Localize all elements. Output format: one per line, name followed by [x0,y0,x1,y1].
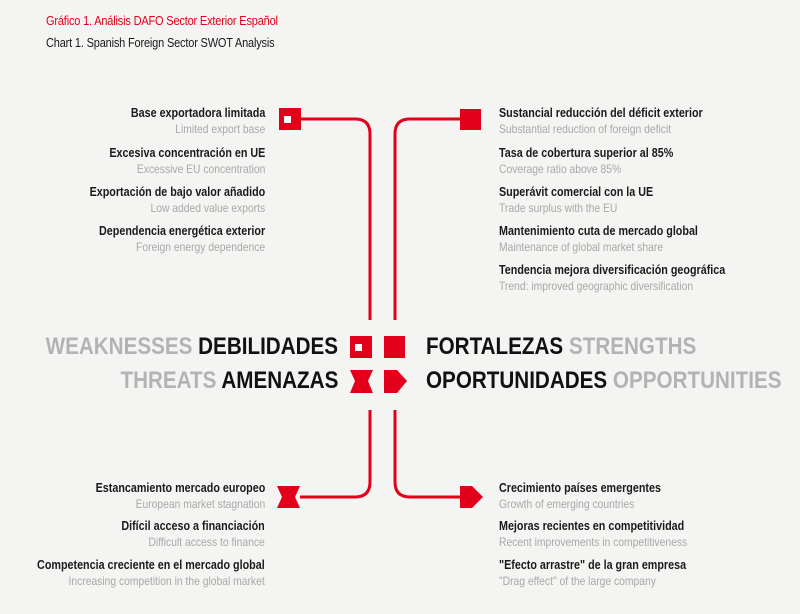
strength-item-en: Trend: improved geographic diversification [499,279,694,293]
strength-item-es: Tasa de cobertura superior al 85% [499,146,674,160]
weaknesses-heading [46,333,338,361]
threat-item [0,557,265,589]
strength-item-es: Superávit comercial con la UE [499,185,654,199]
strength-item-es: Tendencia mejora diversificación geográfica [499,263,726,277]
chart-title-en: Chart 1. Spanish Foreign Sector SWOT Analysis [46,36,275,50]
weaknesses-connector [300,119,370,320]
threats-icon [277,486,300,508]
weakness-item-es: Base exportadora limitada [130,106,265,120]
weaknesses-label-en: WEAKNESSES [45,333,193,360]
threat-item-en: Increasing competition in the global market [68,574,265,588]
strength-item-en: Coverage ratio above 85% [499,162,622,176]
weakness-item-es: Dependencia energética exterior [98,224,265,238]
central-strengths-icon [384,336,405,358]
threats-label-en: THREATS [120,367,217,394]
opportunities-icon [460,486,483,508]
opportunity-item [499,518,718,550]
strength-item [499,262,762,294]
weakness-item [72,223,265,255]
strengths-icon [460,109,481,130]
strength-item-es: Sustancial reducción del déficit exterior [499,106,703,120]
weakness-item-es: Excesiva concentración en UE [109,146,265,160]
opportunity-item [499,557,717,589]
weaknesses-icon [279,108,301,130]
strength-item-en: Trade surplus with the EU [499,201,618,215]
central-opportunities-icon [384,370,407,393]
threat-item-en: Difficult access to finance [148,535,265,549]
strengths-connector [395,119,460,320]
strength-item [499,145,702,177]
threat-item-es: Competencia creciente en el mercado global [37,558,265,572]
threat-item-en: European market stagnation [135,497,265,511]
strength-item [499,223,730,255]
opportunity-item-es: Mejoras recientes en competitividad [499,519,685,533]
weakness-item [109,105,265,137]
opportunity-item-es: "Efecto arrastre" de la gran empresa [499,558,687,572]
threat-item-es: Difícil acceso a financiación [121,519,265,533]
weakness-item-en: Limited export base [174,122,265,136]
weakness-item-en: Excessive EU concentration [136,162,265,176]
strengths-heading [426,333,696,361]
weakness-item [84,145,265,177]
strength-item [499,184,678,216]
opportunities-connector [395,410,460,497]
central-weaknesses-icon [350,336,372,358]
threats-label-es: AMENAZAS [221,367,338,394]
central-threats-icon [350,370,373,393]
opportunities-label-en: OPPORTUNITIES [612,367,782,394]
weakness-item-es: Exportación de bajo valor añadido [89,185,265,199]
threat-item [98,518,265,550]
opportunity-item-en: Recent improvements in competitiveness [499,535,688,549]
strengths-label-es: FORTALEZAS [426,333,564,360]
threat-item [68,480,265,512]
strength-item [499,105,736,137]
threats-connector [300,410,370,497]
opportunity-item [499,480,687,512]
threats-heading [120,367,338,395]
weakness-item-en: Foreign energy dependence [135,240,265,254]
opportunities-heading [426,367,782,395]
opportunity-item-en: "Drag effect" of the large company [499,574,656,588]
opportunity-item-en: Growth of emerging countries [499,497,635,511]
opportunity-item-es: Crecimiento países emergentes [499,481,661,495]
weakness-item [61,184,265,216]
strength-item-en: Substantial reduction of foreign deficit [499,122,672,136]
strength-item-en: Maintenance of global market share [499,240,664,254]
threat-item-es: Estancamiento mercado europeo [95,481,265,495]
opportunities-label-es: OPORTUNIDADES [426,367,608,394]
chart-title-es: Gráfico 1. Análisis DAFO Sector Exterior Español [46,14,278,28]
weaknesses-label-es: DEBILIDADES [198,333,338,360]
weakness-item-en: Low added value exports [150,201,265,215]
strengths-label-en: STRENGTHS [568,333,697,360]
strength-item-es: Mantenimiento cuta de mercado global [499,224,698,238]
